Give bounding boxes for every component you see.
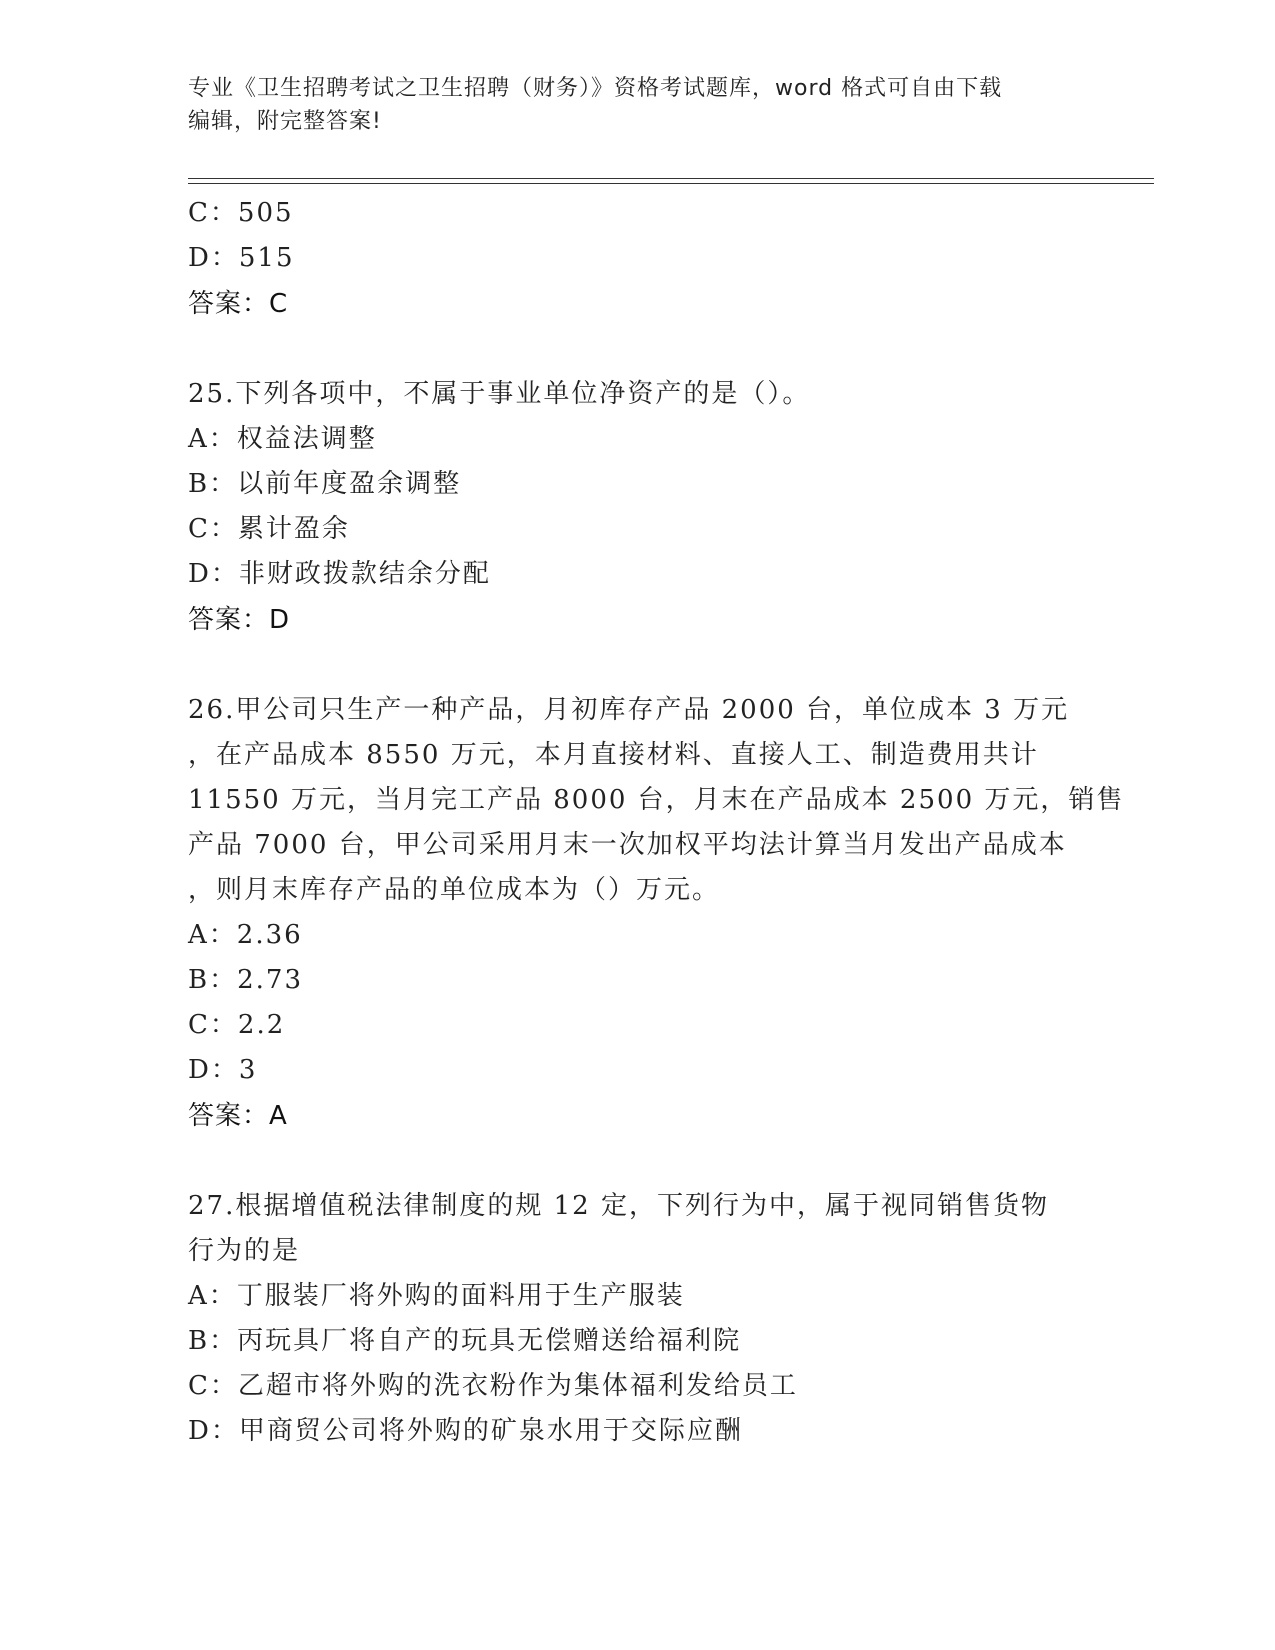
option-c (188, 1003, 1088, 1048)
option-b (188, 1319, 1088, 1364)
option-c (188, 191, 1088, 236)
option-label: B： (188, 1326, 238, 1356)
question-stem-line: ，则月末库存产品的单位成本为（）万元。 (188, 875, 721, 905)
option-d (188, 552, 1088, 597)
question-stem (188, 372, 1088, 417)
question-stem-line: ，在产品成本 8550 万元，本月直接材料、直接人工、制造费用共计 (188, 740, 1039, 770)
option-text: 丙玩具厂将自产的玩具无偿赠送给福利院 (237, 1326, 742, 1356)
option-text: 515 (238, 243, 295, 273)
option-label: C： (188, 1010, 238, 1040)
option-d (188, 1048, 1088, 1093)
option-b (188, 462, 1088, 507)
question-stem-line: 26.甲公司只生产一种产品，月初库存产品 2000 台，单位成本 3 万元 (188, 695, 1070, 725)
option-a (188, 1274, 1088, 1319)
answer-line: 答案：D (188, 605, 291, 635)
option-c (188, 1364, 1088, 1409)
option-text: 505 (237, 198, 294, 228)
question-27 (188, 1184, 1088, 1454)
option-label: B： (188, 469, 238, 499)
option-text: 累计盈余 (237, 514, 350, 544)
option-text: 丁服装厂将外购的面料用于生产服装 (236, 1281, 685, 1311)
prev-question-options (188, 191, 1088, 327)
option-d (188, 1409, 1088, 1454)
question-stem-line: 25.下列各项中，不属于事业单位净资产的是（）。 (188, 379, 811, 409)
option-text: 权益法调整 (236, 424, 377, 454)
header-line-1: 专业《卫生招聘考试之卫生招聘（财务）》资格考试题库，word 格式可自由下载 (188, 76, 1003, 101)
option-text: 乙超市将外购的洗衣粉作为集体福利发给员工 (237, 1371, 798, 1401)
question-stem-line: 27.根据增值税法律制度的规 12 定，下列行为中，属于视同销售货物 (188, 1191, 1049, 1221)
header-divider-top (188, 178, 1154, 179)
option-label: C： (188, 1371, 238, 1401)
option-c (188, 507, 1088, 552)
document-header (188, 72, 1068, 138)
question-stem (188, 1184, 1088, 1274)
option-text: 以前年度盈余调整 (237, 469, 462, 499)
question-25 (188, 372, 1088, 643)
question-list (188, 191, 1125, 1454)
question-26 (188, 688, 1125, 1139)
option-text: 2.2 (237, 1010, 286, 1040)
option-label: B： (188, 965, 238, 995)
option-label: A： (188, 424, 237, 454)
option-label: A： (188, 920, 237, 950)
option-label: C： (188, 198, 238, 228)
answer-line: 答案：A (188, 1101, 288, 1131)
option-text: 甲商贸公司将外购的矿泉水用于交际应酬 (238, 1416, 743, 1446)
question-stem (188, 688, 1125, 913)
header-line-2: 编辑，附完整答案! (188, 109, 382, 134)
option-text: 3 (238, 1055, 258, 1085)
option-label: D： (188, 1055, 239, 1085)
option-label: D： (188, 243, 239, 273)
option-text: 非财政拨款结余分配 (238, 559, 491, 589)
answer-line: 答案：C (188, 289, 289, 319)
question-stem-line: 11550 万元，当月完工产品 8000 台，月末在产品成本 2500 万元，销售 (188, 785, 1125, 815)
question-stem-line: 产品 7000 台，甲公司采用月末一次加权平均法计算当月发出产品成本 (188, 830, 1067, 860)
option-text: 2.73 (237, 965, 303, 995)
option-b (188, 958, 1088, 1003)
option-label: D： (188, 1416, 239, 1446)
option-text: 2.36 (236, 920, 303, 950)
header-divider-bottom (188, 183, 1154, 184)
option-a (188, 913, 1088, 958)
option-a (188, 417, 1088, 462)
option-d (188, 236, 1088, 281)
question-stem-line: 行为的是 (188, 1236, 301, 1266)
option-label: D： (188, 559, 239, 589)
option-label: C： (188, 514, 238, 544)
option-label: A： (188, 1281, 237, 1311)
